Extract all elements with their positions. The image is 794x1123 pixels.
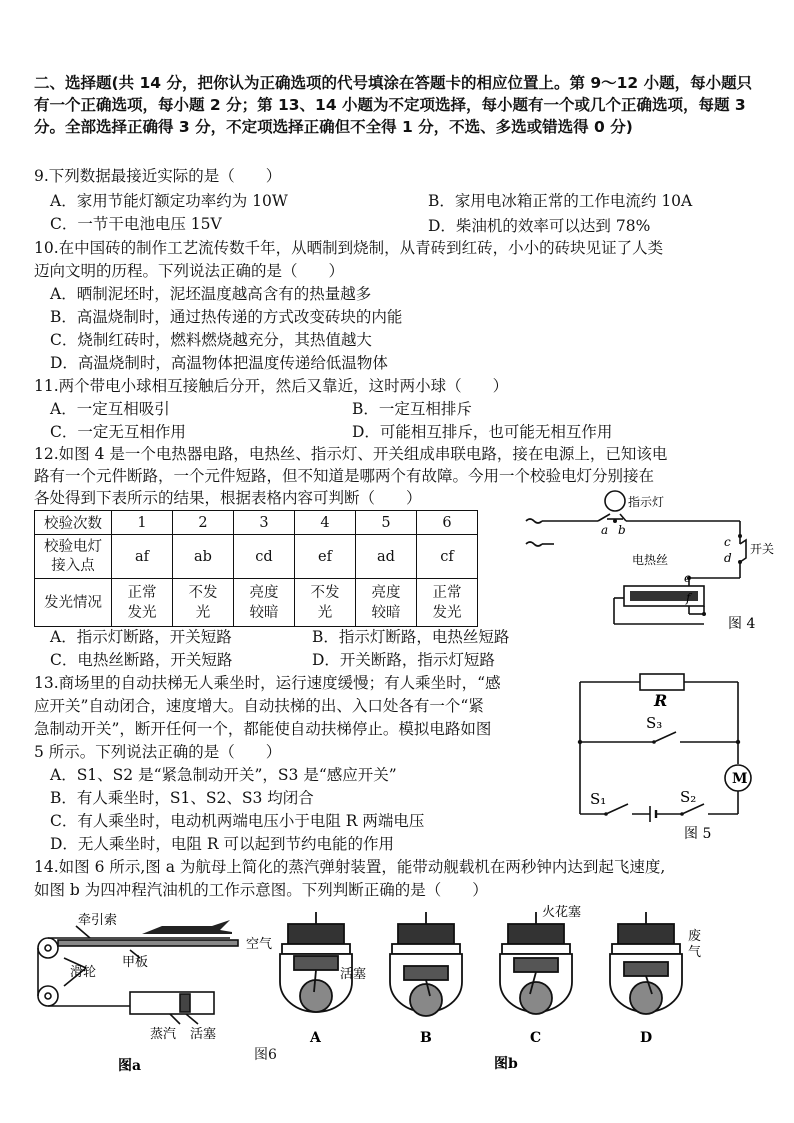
node-dot — [736, 740, 740, 744]
q13-stem-3: 急制动开关”，断开任何一个，都能使自动扶梯停止。模拟电路如图 — [34, 720, 492, 738]
q9-stem: 9.下列数据最接近实际的是（ ） — [34, 167, 282, 185]
q11-option-b: B．一定互相排斥 — [352, 400, 472, 418]
node-dot — [738, 534, 742, 538]
pulley-icon — [38, 986, 58, 1006]
node-dot — [702, 612, 706, 616]
cylinder-icon — [130, 992, 214, 1014]
engine-b-label: B — [420, 1030, 432, 1046]
piston-icon — [180, 994, 190, 1012]
node-dot — [604, 812, 608, 816]
q12-option-c: C．电热丝断路，开关短路 — [50, 651, 233, 669]
aircraft-icon — [142, 920, 232, 934]
steam-label: 蒸汽 — [150, 1027, 177, 1042]
table-cell: ef — [295, 535, 356, 579]
engine-d-label: D — [640, 1030, 653, 1046]
point-b-label: b — [618, 523, 626, 537]
q14-stem-2: 如图 b 为四冲程汽油机的工作示意图。下列判断正确的是（ ） — [34, 881, 488, 899]
q10-option-b: B．高温烧制时，通过热传递的方式改变砖块的内能 — [50, 308, 403, 326]
figure-6a-catapult — [30, 906, 250, 1074]
node-dot — [578, 740, 582, 744]
table-cell: ad — [356, 535, 417, 579]
engine-c-label: C — [530, 1030, 542, 1046]
deck-icon — [58, 940, 238, 946]
q13-stem-4: 5 所示。下列说法正确的是（ ） — [34, 743, 282, 761]
q10-stem-2: 迈向文明的历程。下列说法正确的是（ ） — [34, 262, 345, 280]
table-cell — [295, 579, 356, 627]
q13-option-d: D．无人乘坐时，电阻 R 可以起到节约电能的作用 — [50, 835, 394, 853]
piston-b-label: 活塞 — [340, 967, 367, 982]
table-cell: 3 — [234, 511, 295, 535]
q10-stem-1: 10.在中国砖的制作工艺流传数千年，从晒制到烧制，从青砖到红砖，小小的砖块见证了人类 — [34, 239, 664, 257]
point-f-label: f — [686, 591, 691, 605]
lamp-icon — [605, 491, 625, 511]
q12-option-a: A．指示灯断路，开关短路 — [50, 628, 232, 646]
point-d-label: d — [724, 551, 732, 565]
cell-line: 亮度 — [249, 584, 279, 601]
figure-5-circuit — [572, 668, 768, 844]
table-cell: af — [112, 535, 173, 579]
pulley-label: 滑轮 — [70, 965, 97, 980]
cell-line: 正常 — [127, 584, 157, 601]
node-dot — [613, 519, 617, 523]
q9-option-d: D．柴油机的效率可以达到 78% — [428, 217, 651, 235]
q9-option-c: C．一节干电池电压 15V — [50, 215, 222, 233]
table-cell — [356, 579, 417, 627]
switch-s3-label: S₃ — [646, 714, 663, 732]
table-row — [35, 511, 478, 535]
figure-b-caption: 图b — [494, 1056, 518, 1070]
switch-icon — [740, 540, 746, 562]
table-cell: ab — [173, 535, 234, 579]
table-cell — [417, 579, 478, 627]
q9-option-b: B．家用电冰箱正常的工作电流约 10A — [428, 192, 693, 210]
q12-stem-2: 路有一个元件断路，一个元件短路，但不知道是哪两个有故障。今用一个校验电灯分别接在 — [34, 467, 655, 485]
q13-stem-1: 13.商场里的自动扶梯无人乘坐时，运行速度缓慢；有人乘坐时，“感 — [34, 674, 501, 692]
cell-line: 较暗 — [249, 604, 279, 621]
table-cell: 2 — [173, 511, 234, 535]
figure-4-caption: 图 4 — [728, 616, 756, 632]
node-dot — [680, 812, 684, 816]
q13-option-b: B．有人乘坐时，S1、S2、S3 均闭合 — [50, 789, 314, 807]
heater-label: 电热丝 — [632, 553, 669, 567]
cell-line: 光 — [195, 604, 211, 621]
deck-label: 甲板 — [122, 955, 149, 970]
q10-option-d: D．高温烧制时，高温物体把温度传递给低温物体 — [50, 354, 388, 372]
cell-line: 不发 — [188, 584, 218, 601]
cell-line: 亮度 — [371, 584, 401, 601]
point-a-label: a — [601, 523, 609, 537]
q13-option-c: C．有人乘坐时，电动机两端电压小于电阻 R 两端电压 — [50, 812, 425, 830]
air-label: 空气 — [246, 937, 273, 952]
q11-stem: 11.两个带电小球相互接触后分开，然后又靠近，这时两小球（ ） — [34, 377, 509, 395]
table-cell: 5 — [356, 511, 417, 535]
cell-line: 光 — [317, 604, 333, 621]
engine-a-label: A — [310, 1030, 321, 1046]
resistor-label: R — [654, 691, 668, 710]
switch-s3-icon — [654, 732, 676, 742]
figure-6-caption: 图6 — [254, 1047, 277, 1063]
table-header-line: 校验电灯 — [44, 538, 102, 555]
table-cell — [112, 579, 173, 627]
switch-s1-icon — [606, 804, 628, 814]
q11-option-a: A．一定互相吸引 — [50, 400, 170, 418]
table-header-cell: 发光情况 — [35, 579, 112, 627]
pulley-icon — [38, 938, 58, 958]
q13-stem-2: 应开关”自动闭合，速度增大。自动扶梯的出、入口处各有一个“紧 — [34, 697, 484, 715]
q9-option-a: A．家用节能灯额定功率约为 10W — [50, 192, 288, 210]
cell-line: 发光 — [127, 604, 157, 621]
q12-option-d: D．开关断路，指示灯短路 — [312, 651, 495, 669]
engine-a-icon — [280, 912, 352, 1012]
switch-s1-label: S₁ — [590, 790, 607, 808]
table-cell: 4 — [295, 511, 356, 535]
table-header-cell: 校验次数 — [35, 511, 112, 535]
q11-option-c: C．一定无互相作用 — [50, 423, 186, 441]
q10-option-c: C．烧制红砖时，燃料燃烧越充分，其热值越大 — [50, 331, 372, 349]
table-header-cell — [35, 535, 112, 579]
section-header: 二、选择题(共 14 分，把你认为正确选项的代号填涂在答题卡的相应位置上。第 9～12 小题，每小题只有一个正确选项，每小题 2 分；第 13、14 小题为不定项选择，每小题有一个或几个正确选项，每题 3 分。全部选择正确得 3 分，不定项选择正确但不全得 1 分，不选、多选或错选得 0 分) — [34, 74, 753, 136]
table-cell: cd — [234, 535, 295, 579]
cell-line: 不发 — [310, 584, 340, 601]
q14-stem-1: 14.如图 6 所示,图 a 为航母上简化的蒸汽弹射装置，能带动舰载机在两秒钟内达到起飞速度, — [34, 858, 666, 876]
table-cell — [234, 579, 295, 627]
lamp-label: 指示灯 — [628, 495, 665, 509]
figure-5-caption: 图 5 — [684, 826, 712, 842]
q12-stem-3: 各处得到下表所示的结果，根据表格内容可判断（ ） — [34, 489, 422, 507]
node-dot — [652, 740, 656, 744]
point-c-label: c — [724, 535, 731, 549]
node-dot — [738, 560, 742, 564]
exhaust-label-1: 废 — [688, 929, 702, 944]
switch-label: 开关 — [750, 542, 775, 556]
exhaust-label-2: 气 — [688, 945, 702, 960]
rope-label: 牵引索 — [78, 913, 118, 928]
figure-6b-engines — [246, 900, 706, 1070]
table-cell — [173, 579, 234, 627]
q11-option-d: D．可能相互排斥，也可能无相互作用 — [352, 423, 613, 441]
table-cell: cf — [417, 535, 478, 579]
figure-4-circuit — [514, 486, 776, 636]
q10-option-a: A．晒制泥坯时，泥坯温度越高含有的热量越多 — [50, 285, 372, 303]
ac-source-terminal — [526, 519, 542, 523]
motor-label: M — [732, 771, 748, 787]
q12-option-b: B．指示灯断路，电热丝短路 — [312, 628, 510, 646]
spark-plug-label: 火花塞 — [542, 905, 582, 920]
table-header-line: 接入点 — [51, 557, 95, 574]
table-cell: 6 — [417, 511, 478, 535]
engine-b-icon — [390, 912, 462, 1016]
cell-line: 正常 — [432, 584, 462, 601]
switch-s2-label: S₂ — [680, 788, 697, 806]
piston-a-label: 活塞 — [190, 1027, 217, 1042]
q13-option-a: A．S1、S2 是“紧急制动开关”，S3 是“感应开关” — [50, 766, 397, 784]
point-e-label: e — [684, 571, 692, 585]
cell-line: 发光 — [432, 604, 462, 621]
check-table — [34, 510, 478, 627]
cell-line: 较暗 — [371, 604, 401, 621]
q12-stem-1: 12.如图 4 是一个电热器电路，电热丝、指示灯、开关组成串联电路，接在电源上，已知该电 — [34, 445, 668, 463]
engine-d-icon — [610, 912, 682, 1014]
ac-source-terminal — [526, 542, 542, 546]
table-cell: 1 — [112, 511, 173, 535]
table-row — [35, 579, 478, 627]
resistor-icon — [640, 674, 684, 690]
figure-a-caption: 图a — [118, 1058, 142, 1074]
table-row — [35, 535, 478, 579]
engine-c-icon — [500, 912, 572, 1014]
